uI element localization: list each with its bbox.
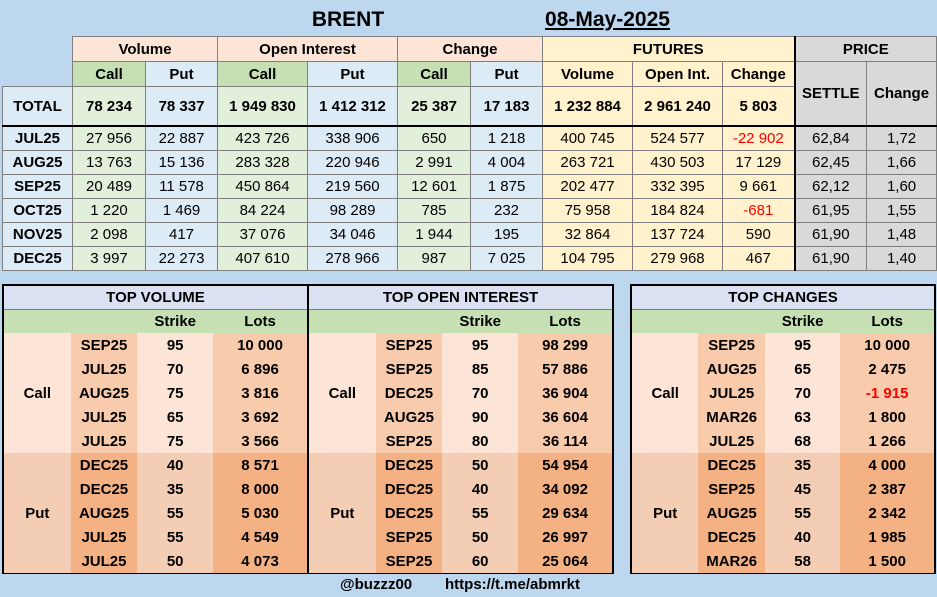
cell-vol-put: 1 469 (146, 199, 218, 223)
cell-fut-oi: 279 968 (633, 247, 723, 271)
put-group-label: Put (632, 453, 698, 573)
cell-fut-change: 467 (723, 247, 795, 271)
cell-fut-volume: 32 864 (543, 223, 633, 247)
strike-value: 50 (442, 453, 518, 477)
panel-title: TOP VOLUME (4, 286, 307, 310)
lots-value: 5 030 (213, 501, 307, 525)
table-row (3, 126, 937, 151)
strike-value: 40 (442, 477, 518, 501)
contract-month: MAR26 (698, 405, 764, 429)
contract-month: DEC25 (376, 381, 443, 405)
cell-fut-oi: 332 395 (633, 175, 723, 199)
contract-month: SEP25 (376, 357, 443, 381)
cell-vol-put: 417 (146, 223, 218, 247)
column-header-lots: Lots (213, 310, 307, 334)
cell-oi-put: 338 906 (308, 126, 398, 151)
cell-vol-call: 1 220 (73, 199, 146, 223)
lots-value: -1 915 (840, 381, 934, 405)
cell-ch-put: 7 025 (471, 247, 543, 271)
cell-oi-call: 450 864 (218, 175, 308, 199)
strike-value: 45 (765, 477, 841, 501)
cell-settle: 61,95 (795, 199, 867, 223)
strike-value: 50 (137, 549, 213, 573)
cell-price-change: 1,48 (867, 223, 937, 247)
cell-ch-put: 1 875 (471, 175, 543, 199)
cell-vol-put: 22 273 (146, 247, 218, 271)
strike-value: 58 (765, 549, 841, 573)
strike-value: 75 (137, 429, 213, 453)
table-row (3, 223, 937, 247)
lots-value: 25 064 (518, 549, 612, 573)
call-group-label: Call (4, 333, 71, 453)
lots-value: 36 604 (518, 405, 612, 429)
header-futures: FUTURES (543, 37, 795, 62)
lots-value: 2 475 (840, 357, 934, 381)
contract-month: DEC25 (71, 453, 138, 477)
footer-handle[interactable]: @buzzz00 (340, 576, 413, 593)
strike-value: 85 (442, 357, 518, 381)
lots-value: 34 092 (518, 477, 612, 501)
lots-value: 3 816 (213, 381, 307, 405)
total-fut-change: 5 803 (723, 87, 795, 127)
list-item (4, 333, 307, 357)
put-group-label: Put (4, 453, 71, 573)
cell-vol-call: 13 763 (73, 151, 146, 175)
strike-value: 55 (137, 501, 213, 525)
cell-month: DEC25 (3, 247, 73, 271)
list-item (4, 453, 307, 477)
contract-month: DEC25 (698, 525, 764, 549)
table-row (3, 199, 937, 223)
contract-month: DEC25 (698, 453, 764, 477)
cell-fut-change: 9 661 (723, 175, 795, 199)
lots-value: 36 904 (518, 381, 612, 405)
lots-value: 6 896 (213, 357, 307, 381)
cell-price-change: 1,55 (867, 199, 937, 223)
panel-title: TOP OPEN INTEREST (309, 286, 612, 310)
put-group-label: Put (309, 453, 376, 573)
call-group-label: Call (632, 333, 698, 453)
strike-value: 95 (765, 333, 841, 357)
lots-value: 10 000 (213, 333, 307, 357)
strike-value: 35 (765, 453, 841, 477)
cell-oi-call: 423 726 (218, 126, 308, 151)
cell-oi-call: 407 610 (218, 247, 308, 271)
lots-value: 1 985 (840, 525, 934, 549)
cell-settle: 62,45 (795, 151, 867, 175)
header-volume: Volume (73, 37, 218, 62)
footer-link[interactable]: https://t.me/abmrkt (445, 576, 581, 593)
cell-ch-call: 12 601 (398, 175, 471, 199)
cell-oi-put: 219 560 (308, 175, 398, 199)
panel-top-changes (630, 284, 936, 575)
header-ch-call: Call (398, 62, 471, 87)
header-fut-volume: Volume (543, 62, 633, 87)
strike-value: 68 (765, 429, 841, 453)
contract-month: JUL25 (698, 381, 764, 405)
contract-month: JUL25 (71, 525, 138, 549)
cell-month: OCT25 (3, 199, 73, 223)
contract-month: SEP25 (71, 333, 138, 357)
lots-value: 8 571 (213, 453, 307, 477)
cell-fut-volume: 400 745 (543, 126, 633, 151)
cell-fut-change: 17 129 (723, 151, 795, 175)
cell-ch-call: 987 (398, 247, 471, 271)
total-fut-oi: 2 961 240 (633, 87, 723, 127)
cell-ch-call: 2 991 (398, 151, 471, 175)
cell-oi-put: 34 046 (308, 223, 398, 247)
column-header-strike: Strike (442, 310, 518, 334)
contract-month: SEP25 (376, 525, 443, 549)
cell-vol-call: 20 489 (73, 175, 146, 199)
panel-top-volume (2, 284, 309, 575)
lots-value: 57 886 (518, 357, 612, 381)
contract-month: AUG25 (698, 501, 764, 525)
cell-oi-put: 278 966 (308, 247, 398, 271)
cell-vol-call: 3 997 (73, 247, 146, 271)
lots-value: 2 387 (840, 477, 934, 501)
cell-oi-put: 220 946 (308, 151, 398, 175)
header-fut-change: Change (723, 62, 795, 87)
cell-ch-put: 195 (471, 223, 543, 247)
cell-fut-volume: 202 477 (543, 175, 633, 199)
cell-vol-put: 11 578 (146, 175, 218, 199)
summary-table (2, 36, 937, 271)
cell-vol-put: 15 136 (146, 151, 218, 175)
cell-ch-put: 4 004 (471, 151, 543, 175)
header-fut-oi: Open Int. (633, 62, 723, 87)
cell-fut-change: -22 902 (723, 126, 795, 151)
table-row (3, 151, 937, 175)
panel-title: TOP CHANGES (632, 286, 934, 310)
cell-ch-call: 1 944 (398, 223, 471, 247)
cell-settle: 61,90 (795, 247, 867, 271)
cell-settle: 62,12 (795, 175, 867, 199)
report-date: 08-May-2025 (545, 8, 670, 31)
strike-value: 70 (765, 381, 841, 405)
lots-value: 3 566 (213, 429, 307, 453)
cell-fut-volume: 263 721 (543, 151, 633, 175)
cell-price-change: 1,72 (867, 126, 937, 151)
contract-month: SEP25 (376, 333, 443, 357)
strike-value: 90 (442, 405, 518, 429)
lots-value: 3 692 (213, 405, 307, 429)
page-title: BRENT (311, 8, 385, 31)
cell-month: JUL25 (3, 126, 73, 151)
strike-value: 95 (137, 333, 213, 357)
total-ch-put: 17 183 (471, 87, 543, 127)
cell-month: SEP25 (3, 175, 73, 199)
strike-value: 35 (137, 477, 213, 501)
contract-month: SEP25 (376, 549, 443, 573)
cell-vol-call: 2 098 (73, 223, 146, 247)
strike-value: 65 (137, 405, 213, 429)
cell-settle: 62,84 (795, 126, 867, 151)
cell-vol-put: 22 887 (146, 126, 218, 151)
column-header-lots: Lots (840, 310, 934, 334)
contract-month: JUL25 (71, 405, 138, 429)
cell-fut-oi: 137 724 (633, 223, 723, 247)
cell-fut-change: -681 (723, 199, 795, 223)
cell-price-change: 1,40 (867, 247, 937, 271)
cell-price-change: 1,60 (867, 175, 937, 199)
cell-fut-change: 590 (723, 223, 795, 247)
list-item (309, 453, 612, 477)
cell-ch-call: 650 (398, 126, 471, 151)
cell-ch-call: 785 (398, 199, 471, 223)
total-ch-call: 25 387 (398, 87, 471, 127)
contract-month: JUL25 (698, 429, 764, 453)
lots-value: 1 500 (840, 549, 934, 573)
contract-month: SEP25 (698, 477, 764, 501)
cell-ch-put: 232 (471, 199, 543, 223)
contract-month: JUL25 (71, 429, 138, 453)
strike-value: 75 (137, 381, 213, 405)
contract-month: JUL25 (71, 549, 138, 573)
lots-value: 54 954 (518, 453, 612, 477)
strike-value: 63 (765, 405, 841, 429)
contract-month: AUG25 (698, 357, 764, 381)
contract-month: DEC25 (71, 477, 138, 501)
total-vol-put: 78 337 (146, 87, 218, 127)
strike-value: 70 (137, 357, 213, 381)
lots-value: 26 997 (518, 525, 612, 549)
cell-month: AUG25 (3, 151, 73, 175)
contract-month: MAR26 (698, 549, 764, 573)
contract-month: JUL25 (71, 357, 138, 381)
panel-top-open-interest (307, 284, 614, 575)
cell-fut-oi: 524 577 (633, 126, 723, 151)
strike-value: 60 (442, 549, 518, 573)
strike-value: 55 (442, 501, 518, 525)
table-row (3, 175, 937, 199)
contract-month: DEC25 (376, 501, 443, 525)
cell-fut-volume: 75 958 (543, 199, 633, 223)
list-item (632, 453, 934, 477)
contract-month: AUG25 (71, 501, 138, 525)
footer (2, 574, 936, 596)
header-oi-call: Call (218, 62, 308, 87)
contract-month: SEP25 (376, 429, 443, 453)
strike-value: 50 (442, 525, 518, 549)
table-row (3, 247, 937, 271)
cell-vol-call: 27 956 (73, 126, 146, 151)
cell-fut-oi: 430 503 (633, 151, 723, 175)
strike-value: 80 (442, 429, 518, 453)
cell-oi-call: 84 224 (218, 199, 308, 223)
column-header-lots: Lots (518, 310, 612, 334)
header-ch-put: Put (471, 62, 543, 87)
header-open-interest: Open Interest (218, 37, 398, 62)
call-group-label: Call (309, 333, 376, 453)
total-fut-volume: 1 232 884 (543, 87, 633, 127)
contract-month: AUG25 (376, 405, 443, 429)
lots-value: 10 000 (840, 333, 934, 357)
list-item (309, 333, 612, 357)
contract-month: DEC25 (376, 477, 443, 501)
lots-value: 1 800 (840, 405, 934, 429)
cell-price-change: 1,66 (867, 151, 937, 175)
lots-value: 4 549 (213, 525, 307, 549)
cell-ch-put: 1 218 (471, 126, 543, 151)
strike-value: 55 (765, 501, 841, 525)
header-vol-call: Call (73, 62, 146, 87)
cell-fut-volume: 104 795 (543, 247, 633, 271)
total-oi-call: 1 949 830 (218, 87, 308, 127)
total-vol-call: 78 234 (73, 87, 146, 127)
cell-oi-call: 283 328 (218, 151, 308, 175)
total-label: TOTAL (3, 87, 73, 127)
cell-month: NOV25 (3, 223, 73, 247)
strike-value: 95 (442, 333, 518, 357)
strike-value: 55 (137, 525, 213, 549)
contract-month: SEP25 (698, 333, 764, 357)
header-change: Change (398, 37, 543, 62)
lots-value: 2 342 (840, 501, 934, 525)
strike-value: 40 (137, 453, 213, 477)
lots-value: 98 299 (518, 333, 612, 357)
header-oi-put: Put (308, 62, 398, 87)
list-item (632, 333, 934, 357)
column-header-strike: Strike (137, 310, 213, 334)
lots-value: 29 634 (518, 501, 612, 525)
cell-settle: 61,90 (795, 223, 867, 247)
lots-value: 4 000 (840, 453, 934, 477)
header-settle: SETTLE (795, 62, 867, 127)
strike-value: 70 (442, 381, 518, 405)
cell-fut-oi: 184 824 (633, 199, 723, 223)
lots-value: 36 114 (518, 429, 612, 453)
strike-value: 65 (765, 357, 841, 381)
header-price-change: Change (867, 62, 937, 127)
total-oi-put: 1 412 312 (308, 87, 398, 127)
cell-oi-put: 98 289 (308, 199, 398, 223)
contract-month: DEC25 (376, 453, 443, 477)
header-price: PRICE (795, 37, 937, 62)
column-header-strike: Strike (765, 310, 841, 334)
lots-value: 1 266 (840, 429, 934, 453)
strike-value: 40 (765, 525, 841, 549)
header-vol-put: Put (146, 62, 218, 87)
contract-month: AUG25 (71, 381, 138, 405)
lots-value: 8 000 (213, 477, 307, 501)
cell-oi-call: 37 076 (218, 223, 308, 247)
lots-value: 4 073 (213, 549, 307, 573)
